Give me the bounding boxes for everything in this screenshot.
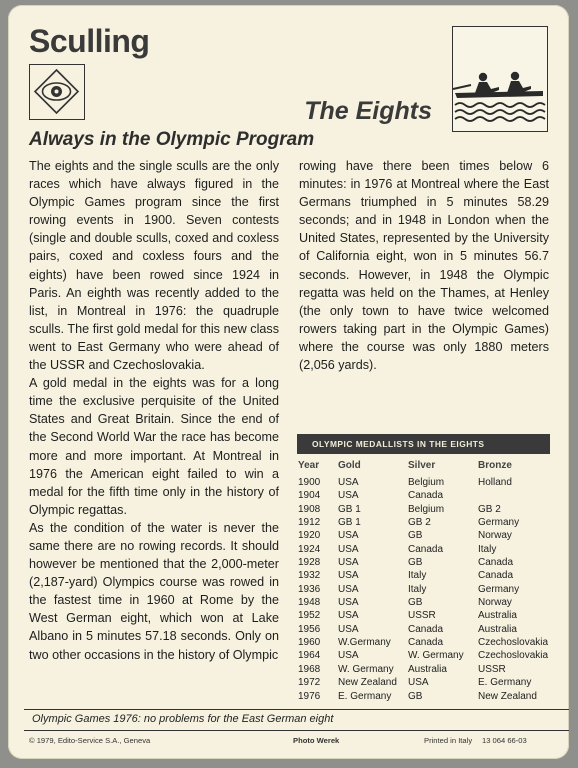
gold-cell: USA bbox=[338, 650, 359, 662]
silver-cell: USA bbox=[408, 677, 429, 689]
silver-cell: Italy bbox=[408, 583, 427, 595]
column-header: Gold bbox=[338, 460, 361, 471]
year-cell: 1904 bbox=[298, 490, 321, 502]
gold-cell: USA bbox=[338, 477, 359, 488]
year-cell: 1976 bbox=[298, 690, 321, 702]
gold-cell: USA bbox=[338, 610, 359, 622]
table-row bbox=[297, 556, 550, 569]
gold-cell: USA bbox=[338, 597, 359, 609]
gold-cell: GB 1 bbox=[338, 517, 361, 529]
silver-cell: Australia bbox=[408, 663, 447, 675]
printed-text: Printed in Italy bbox=[424, 736, 473, 745]
card-code: 13 064 66-03 bbox=[482, 736, 527, 745]
table-row bbox=[297, 543, 550, 556]
year-cell: 1932 bbox=[298, 570, 321, 582]
gold-cell: USA bbox=[338, 623, 359, 635]
silver-cell: GB bbox=[408, 690, 423, 702]
silver-cell: Canada bbox=[408, 490, 444, 502]
table-header-row bbox=[297, 460, 550, 476]
table-row bbox=[297, 503, 550, 516]
year-cell: 1968 bbox=[298, 663, 321, 675]
bronze-cell: Norway bbox=[478, 530, 512, 542]
gold-cell: USA bbox=[338, 583, 359, 595]
gold-cell: USA bbox=[338, 570, 359, 582]
column-header: Year bbox=[298, 460, 320, 471]
year-cell: 1948 bbox=[298, 597, 321, 609]
copyright-text: © 1979, Edito-Service S.A., Geneva bbox=[29, 736, 151, 745]
bronze-cell: E. Germany bbox=[478, 677, 532, 689]
silver-cell: Belgium bbox=[408, 477, 445, 488]
silver-cell: Canada bbox=[408, 637, 444, 649]
gold-cell: New Zealand bbox=[338, 677, 397, 689]
table-row bbox=[297, 529, 550, 542]
card-title: Sculling bbox=[29, 23, 150, 59]
bronze-cell: Czechoslovakia bbox=[478, 650, 549, 662]
silver-cell: Italy bbox=[408, 570, 427, 582]
table-body bbox=[297, 476, 550, 703]
gold-cell: E. Germany bbox=[338, 690, 392, 702]
bronze-cell: Norway bbox=[478, 597, 512, 609]
bronze-cell: Holland bbox=[478, 477, 512, 488]
table-row bbox=[297, 690, 550, 703]
text-column-right bbox=[299, 157, 549, 374]
gold-cell: W. Germany bbox=[338, 663, 394, 675]
year-cell: 1936 bbox=[298, 583, 321, 595]
paragraph: As the condition of the water is never the same there are no rowing records. It should however be mentioned that the 2,000-meter (2,187-yard) Olympics course was rowed in the fastest time in 1960 at Rome by the West German eight, which won at Lake Albano in 5 minutes 57.18 seconds. Only on two other occasions in the history of Olympic bbox=[29, 520, 279, 662]
table-row bbox=[297, 623, 550, 636]
table-row bbox=[297, 663, 550, 676]
silver-cell: Canada bbox=[408, 543, 444, 555]
year-cell: 1956 bbox=[298, 623, 321, 635]
text-column-left bbox=[29, 157, 279, 664]
paragraph: The eights and the single sculls are the only races which have always figured in the Olympic Games program since the first rowing events in 1900. Seven contests (single and double sculls, coxed and coxless pairs, coxed and coxless fours and the eights) have been rowed since 1924 in Paris. An eighth was recently added to the list, in Montreal in 1976: the quadruple sculls. The first gold medal for this new class went to East Germany who were ahead of the USSR and Czechoslovakia. bbox=[29, 159, 279, 373]
gold-cell: W.Germany bbox=[338, 637, 391, 649]
table-row bbox=[297, 583, 550, 596]
column-header: Silver bbox=[408, 460, 436, 471]
paragraph: A gold medal in the eights was for a long time the exclusive perquisite of the United States and Great Britain. Since the end of the Second World War the race has become more and more important. At Montreal in 1976 the American eight failed to win a medal for the fifth time only in the history of Olympic regattas. bbox=[29, 376, 279, 517]
gold-cell: USA bbox=[338, 543, 359, 555]
gold-cell: USA bbox=[338, 530, 359, 542]
photo-credit: Photo Werek bbox=[293, 736, 340, 745]
bronze-cell: Czechoslovakia bbox=[478, 637, 549, 649]
year-cell: 1928 bbox=[298, 557, 321, 569]
medallists-table bbox=[297, 434, 550, 703]
year-cell: 1924 bbox=[298, 543, 321, 555]
caption-bar bbox=[24, 709, 569, 731]
year-cell: 1900 bbox=[298, 477, 321, 488]
year-cell: 1952 bbox=[298, 610, 321, 622]
silver-cell: GB bbox=[408, 530, 423, 542]
table-row bbox=[297, 676, 550, 689]
bronze-cell: Germany bbox=[478, 517, 520, 529]
silver-cell: W. Germany bbox=[408, 650, 464, 662]
table-row bbox=[297, 609, 550, 622]
table-row bbox=[297, 489, 550, 502]
bronze-cell: New Zealand bbox=[478, 690, 537, 702]
gold-cell: USA bbox=[338, 557, 359, 569]
photo-caption: Olympic Games 1976: no problems for the East German eight bbox=[32, 713, 334, 725]
silver-cell: GB bbox=[408, 557, 423, 569]
bronze-cell: USSR bbox=[478, 663, 506, 675]
table-title: OLYMPIC MEDALLISTS IN THE EIGHTS bbox=[297, 434, 550, 454]
table-row bbox=[297, 636, 550, 649]
year-cell: 1920 bbox=[298, 530, 321, 542]
year-cell: 1964 bbox=[298, 650, 321, 662]
year-cell: 1912 bbox=[298, 517, 321, 529]
bronze-cell: Germany bbox=[478, 583, 520, 595]
bronze-cell: Canada bbox=[478, 570, 514, 582]
table-row bbox=[297, 596, 550, 609]
column-header: Bronze bbox=[478, 460, 512, 471]
gold-cell: GB 1 bbox=[338, 503, 361, 515]
year-cell: 1960 bbox=[298, 637, 321, 649]
gold-cell: USA bbox=[338, 490, 359, 502]
table-row bbox=[297, 516, 550, 529]
year-cell: 1908 bbox=[298, 503, 321, 515]
sports-card bbox=[8, 5, 569, 759]
bronze-cell: GB 2 bbox=[478, 503, 501, 515]
bronze-cell: Australia bbox=[478, 623, 517, 635]
bronze-cell: Italy bbox=[478, 543, 497, 555]
table-row bbox=[297, 649, 550, 662]
rowing-crew-icon bbox=[452, 26, 548, 132]
bronze-cell: Australia bbox=[478, 610, 517, 622]
card-subtitle: The Eights bbox=[304, 97, 432, 125]
eye-diamond-icon bbox=[29, 64, 85, 120]
bronze-cell: Canada bbox=[478, 557, 514, 569]
paragraph: rowing have there been times below 6 minutes: in 1976 at Montreal where the East Germans triumphed in 5 minutes 58.29 seconds; and in 1948 in London when the United States, represented by the University of California eight, won in 5 minutes 56.7 seconds. However, in 1948 the Olympic regatta was held on the Thames, at Henley (the only town to have twice welcomed rowers taking part in the Olympic Games) where the course was only 1880 meters (2,056 yards). bbox=[299, 159, 549, 373]
silver-cell: USSR bbox=[408, 610, 436, 622]
year-cell: 1972 bbox=[298, 677, 321, 689]
table-row bbox=[297, 476, 550, 489]
bronze-cell bbox=[478, 489, 550, 502]
silver-cell: GB bbox=[408, 597, 423, 609]
silver-cell: Canada bbox=[408, 623, 444, 635]
silver-cell: Belgium bbox=[408, 503, 445, 515]
section-heading: Always in the Olympic Program bbox=[29, 129, 315, 150]
medallists-grid bbox=[297, 460, 550, 703]
table-row bbox=[297, 569, 550, 582]
silver-cell: GB 2 bbox=[408, 517, 431, 529]
